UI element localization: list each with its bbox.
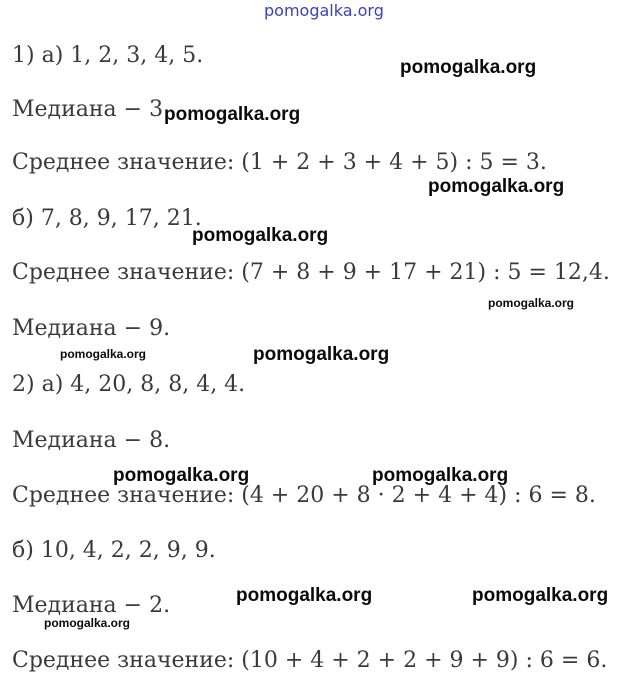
- watermark: pomogalka.org: [372, 465, 509, 486]
- task-2a-mean: Среднее значение: (4 + 20 + 8 · 2 + 4 + 4) : 6 = 8.: [12, 483, 596, 508]
- watermark-top: pomogalka.org: [264, 1, 384, 20]
- task-1b-data: б) 7, 8, 9, 17, 21.: [12, 206, 202, 231]
- watermark: pomogalka.org: [488, 296, 575, 310]
- task-1b-mean: Среднее значение: (7 + 8 + 9 + 17 + 21) : 5 = 12,4.: [12, 260, 610, 285]
- task-1a-data: 1) а) 1, 2, 3, 4, 5.: [12, 43, 204, 68]
- task-2a-data: 2) а) 4, 20, 8, 8, 4, 4.: [12, 372, 246, 397]
- task-2b-mean: Среднее значение: (10 + 4 + 2 + 2 + 9 + 9) : 6 = 6.: [12, 648, 608, 673]
- task-2b-data: б) 10, 4, 2, 2, 9, 9.: [12, 538, 216, 563]
- watermark: pomogalka.org: [472, 585, 609, 606]
- task-2b-median: Медиана − 2.: [12, 593, 171, 618]
- watermark: pomogalka.org: [192, 225, 329, 246]
- task-2a-median: Медиана − 8.: [12, 428, 171, 453]
- watermark: pomogalka.org: [428, 176, 565, 197]
- watermark: pomogalka.org: [164, 104, 301, 125]
- task-1b-median: Медиана − 9.: [12, 316, 171, 341]
- watermark: pomogalka.org: [253, 344, 390, 365]
- watermark: pomogalka.org: [44, 616, 131, 630]
- watermark: pomogalka.org: [113, 465, 250, 486]
- watermark: pomogalka.org: [236, 585, 373, 606]
- task-1a-median: Медиана − 3: [12, 97, 164, 122]
- watermark: pomogalka.org: [60, 347, 147, 361]
- task-1a-mean: Среднее значение: (1 + 2 + 3 + 4 + 5) : 5 = 3.: [12, 150, 547, 175]
- watermark: pomogalka.org: [400, 57, 537, 78]
